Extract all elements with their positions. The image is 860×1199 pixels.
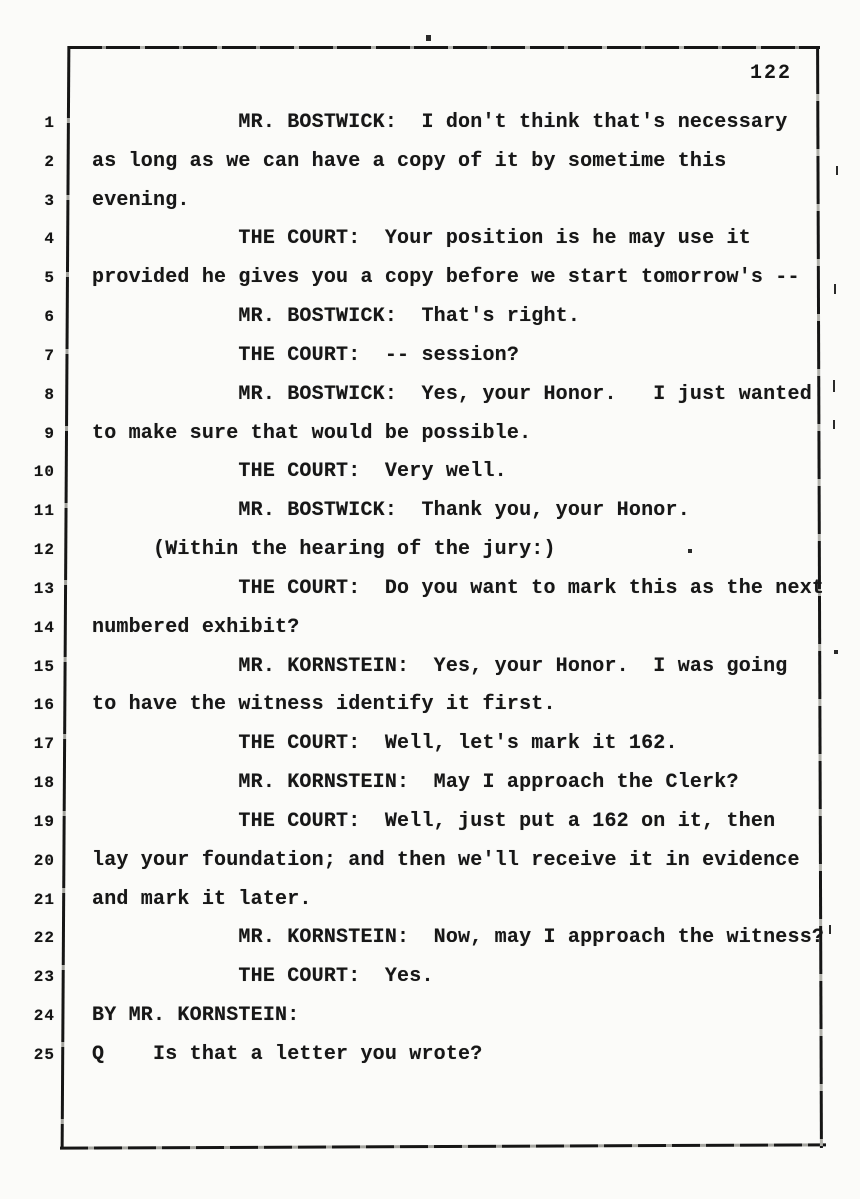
scan-artifact (426, 35, 431, 41)
line-text: numbered exhibit? (92, 615, 300, 639)
line-text: THE COURT: Yes. (92, 965, 434, 989)
line-number: 7 (44, 346, 55, 365)
transcript-line (0, 104, 860, 143)
line-text: THE COURT: Very well. (92, 460, 507, 484)
line-number: 1 (44, 114, 55, 132)
line-number: 9 (44, 424, 55, 443)
line-number: 14 (33, 618, 55, 637)
line-number: 13 (33, 579, 55, 598)
line-text: lay your foundation; and then we'll receive it in evidence (92, 848, 800, 872)
transcript-line (0, 842, 860, 881)
line-text: MR. BOSTWICK: Yes, your Honor. I just wanted (92, 382, 812, 406)
scan-artifact (836, 166, 838, 175)
line-number: 21 (33, 890, 55, 909)
line-text: evening. (92, 188, 190, 212)
line-number: 18 (33, 774, 55, 793)
line-number: 16 (33, 696, 55, 715)
transcript-line (0, 919, 860, 958)
line-text: to have the witness identify it first. (92, 693, 556, 717)
scan-artifact (834, 284, 836, 294)
transcript-line (0, 376, 860, 415)
scan-artifact (833, 420, 835, 429)
line-number: 2 (44, 152, 55, 171)
line-number: 19 (33, 812, 55, 831)
transcript-line (0, 337, 860, 376)
transcript-line (0, 298, 860, 337)
page-border-bottom (60, 1143, 826, 1149)
line-number: 8 (44, 385, 55, 404)
transcript-line (0, 881, 860, 920)
transcript-line (0, 531, 860, 570)
transcript-body (0, 104, 860, 1075)
transcript-line (0, 259, 860, 298)
line-text: MR. BOSTWICK: I don't think that's necessary (92, 111, 788, 134)
transcript-line (0, 997, 860, 1036)
line-number: 4 (44, 230, 55, 249)
line-text: (Within the hearing of the jury:) (92, 538, 556, 562)
line-number: 5 (44, 269, 55, 288)
scan-artifact (688, 549, 692, 553)
line-text: to make sure that would be possible. (92, 421, 532, 445)
transcript-line (0, 1036, 860, 1075)
transcript-line (0, 453, 860, 492)
transcript-line (0, 220, 860, 259)
line-number: 17 (33, 735, 55, 754)
line-number: 25 (33, 1045, 55, 1064)
transcript-line (0, 570, 860, 609)
line-text: MR. KORNSTEIN: Yes, your Honor. I was going (92, 654, 788, 678)
transcript-line (0, 725, 860, 764)
line-number: 22 (33, 929, 55, 948)
transcript-line (0, 803, 860, 842)
line-text: Q Is that a letter you wrote? (92, 1042, 483, 1066)
transcript-line (0, 143, 860, 182)
line-text: THE COURT: Your position is he may use it (92, 227, 751, 251)
line-number: 15 (33, 657, 55, 676)
transcript-line (0, 609, 860, 648)
line-text: MR. BOSTWICK: That's right. (92, 305, 581, 329)
line-text: provided he gives you a copy before we start tomorrow's -- (92, 266, 800, 290)
line-number: 23 (33, 968, 55, 987)
line-number: 6 (44, 308, 55, 327)
transcript-line (0, 415, 860, 454)
line-text: as long as we can have a copy of it by sometime this (92, 149, 727, 173)
line-number: 12 (33, 541, 55, 560)
line-text: MR. KORNSTEIN: May I approach the Clerk? (92, 771, 739, 795)
transcript-line (0, 686, 860, 725)
transcript-line (0, 958, 860, 997)
line-number: 20 (33, 851, 55, 870)
transcript-line (0, 648, 860, 687)
line-text: THE COURT: Do you want to mark this as the next (92, 576, 825, 600)
line-text: MR. BOSTWICK: Thank you, your Honor. (92, 499, 690, 523)
page-border-top (68, 46, 820, 49)
transcript-line (0, 764, 860, 803)
scan-artifact (833, 380, 835, 392)
scan-artifact (834, 650, 838, 654)
line-text: THE COURT: Well, just put a 162 on it, then (92, 809, 776, 833)
line-text: MR. KORNSTEIN: Now, may I approach the witness? (92, 926, 825, 950)
line-number: 10 (33, 463, 55, 482)
line-number: 3 (44, 191, 55, 210)
line-number: 11 (33, 502, 55, 521)
line-text: THE COURT: Well, let's mark it 162. (92, 732, 678, 756)
line-text: THE COURT: -- session? (92, 343, 520, 367)
transcript-line (0, 492, 860, 531)
line-text: BY MR. KORNSTEIN: (92, 1004, 300, 1028)
line-number: 24 (33, 1007, 55, 1026)
line-text: and mark it later. (92, 887, 312, 911)
transcript-line (0, 182, 860, 221)
scan-artifact (829, 925, 831, 934)
page-number: 122 (750, 62, 793, 85)
